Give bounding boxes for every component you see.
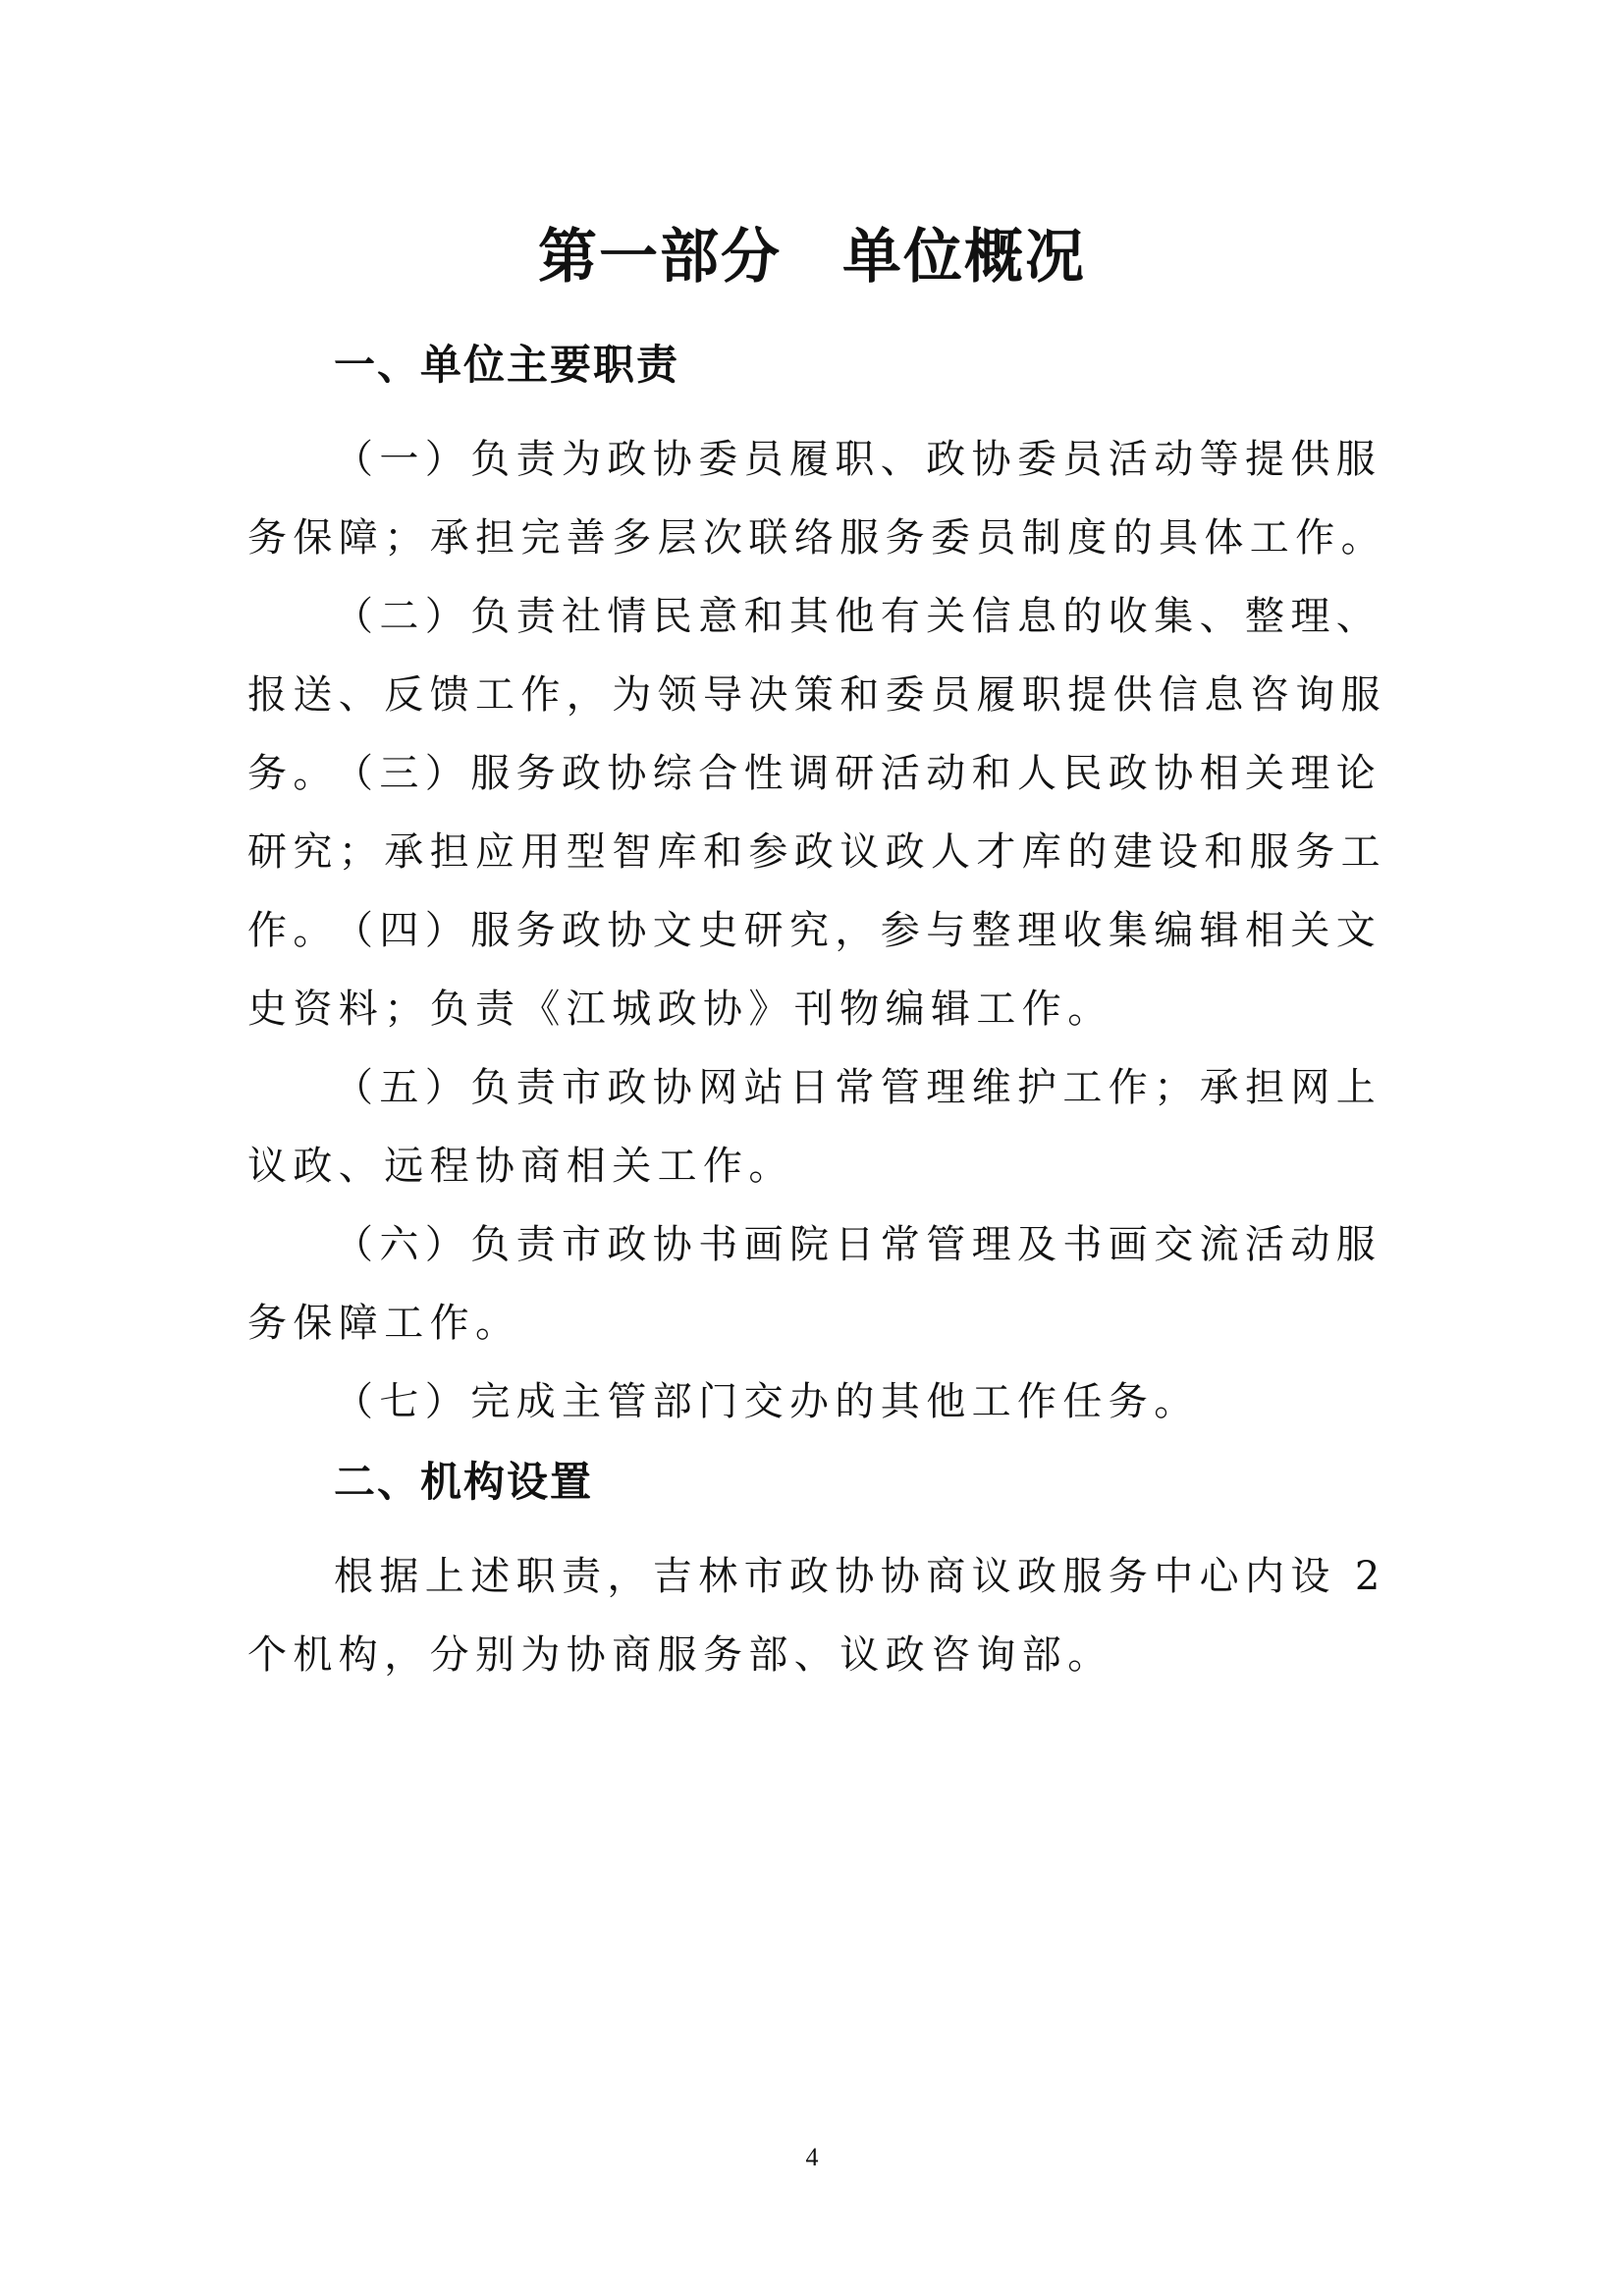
duty-paragraph-7: （七）完成主管部门交办的其他工作任务。 (334, 1379, 1200, 1424)
duty-paragraph-6: （六）负责市政协书画院日常管理及书画交流活动服务保障工作。 (247, 1222, 1382, 1346)
section-heading-duties: 一、单位主要职责 (334, 341, 680, 389)
duty-paragraph-3: （三）服务政协综合性调研活动和人民政协相关理论研究；承担应用型智库和参政议政人才库的建设和服务工作。 (247, 751, 1386, 953)
page-number: 4 (805, 2143, 819, 2171)
duty-paragraph-2: （二）负责社情民意和其他有关信息的收集、整理、报送、反馈工作，为领导决策和委员履职提供信息咨询服务。 (247, 594, 1386, 796)
duty-paragraph-5: （五）负责市政协网站日常管理维护工作；承担网上议政、远程协商相关工作。 (247, 1065, 1382, 1189)
duty-paragraph-4: （四）服务政协文史研究，参与整理收集编辑相关文史资料；负责《江城政协》刊物编辑工作。 (247, 908, 1382, 1032)
duty-paragraph-1: （一）负责为政协委员履职、政协委员活动等提供服务保障；承担完善多层次联络服务委员制度的具体工作。 (247, 437, 1386, 561)
section-heading-organization: 二、机构设置 (334, 1458, 594, 1506)
organization-paragraph: 根据上述职责，吉林市政协协商议政服务中心内设 2 个机构，分别为协商服务部、议政咨询部。 (247, 1554, 1386, 1678)
page-title: 第一部分 单位概况 (538, 223, 1086, 292)
